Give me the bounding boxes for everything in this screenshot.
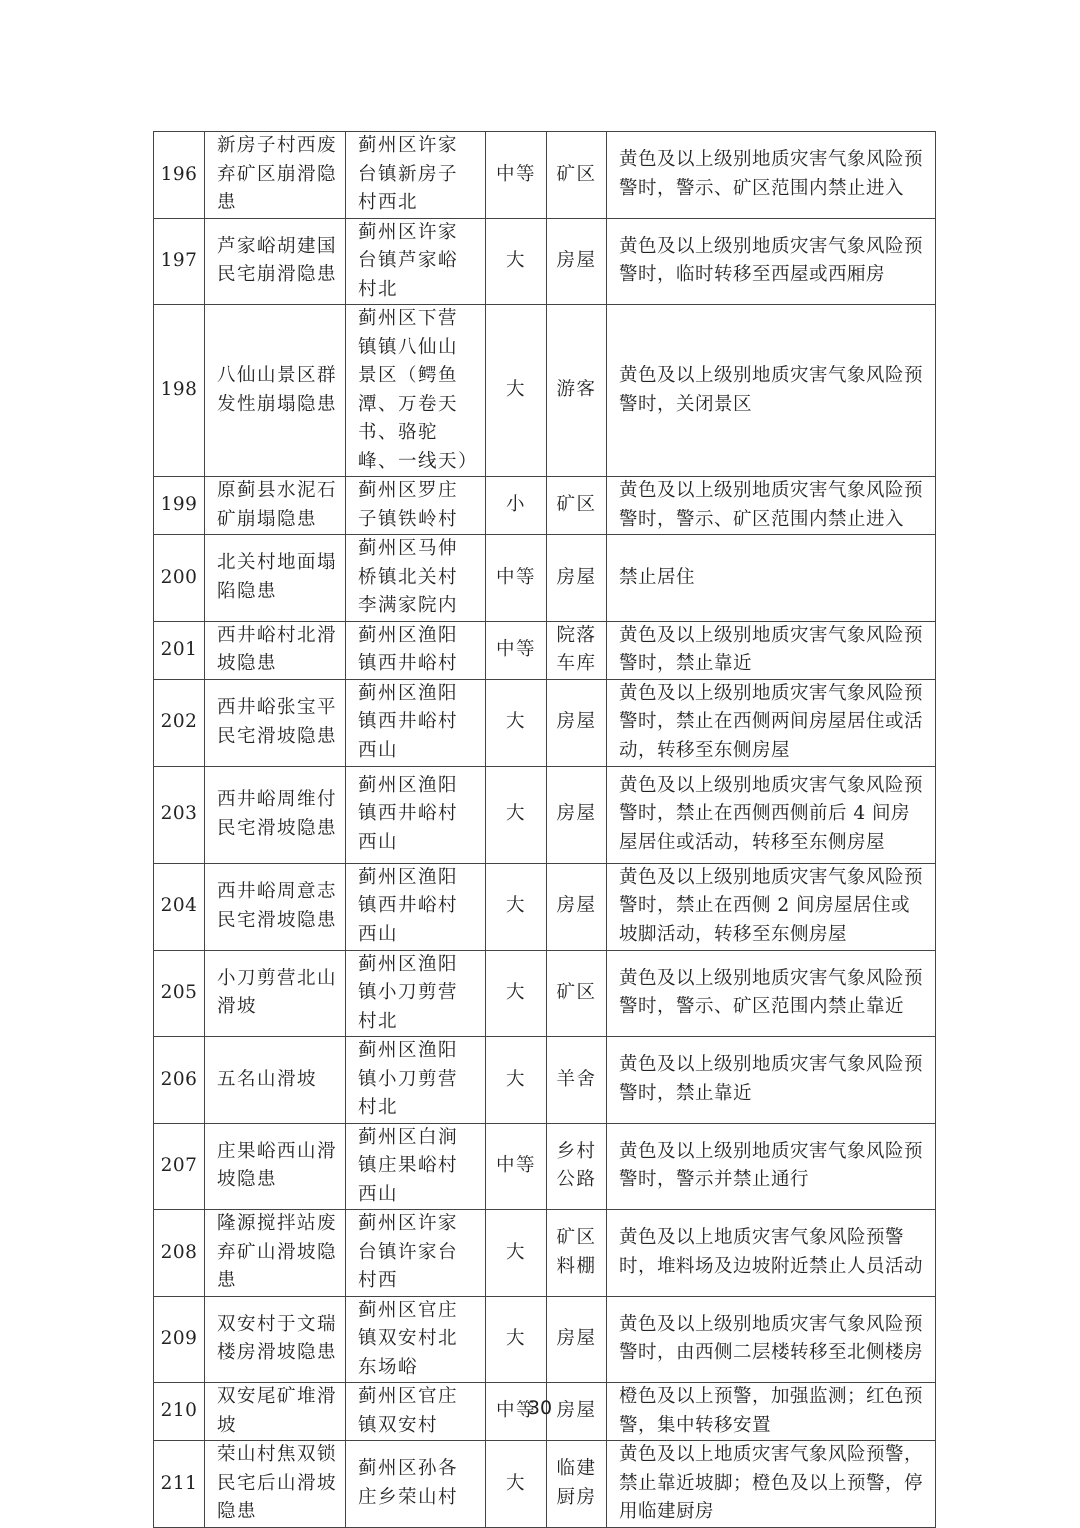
response-measure: 黄色及以上级别地质灾害气象风险预警时，由西侧二层楼转移至北侧楼房 [607, 1296, 936, 1383]
hazard-level: 大 [486, 1210, 547, 1297]
hazard-location: 蓟州区渔阳镇西井峪村 [346, 621, 486, 679]
page-number: 30 [527, 1397, 553, 1419]
response-measure: 黄色及以上地质灾害气象风险预警，禁止靠近坡脚；橙色及以上预警，停用临建厨房 [607, 1441, 936, 1528]
row-number: 207 [154, 1123, 205, 1210]
row-number: 211 [154, 1441, 205, 1528]
threatened-object: 矿区料棚 [547, 1210, 607, 1297]
hazard-name: 芦家峪胡建国民宅崩滑隐患 [205, 218, 346, 305]
hazard-location: 蓟州区渔阳镇西井峪村西山 [346, 863, 486, 950]
response-measure: 黄色及以上级别地质灾害气象风险预警时，关闭景区 [607, 305, 936, 477]
hazard-name: 五名山滑坡 [205, 1037, 346, 1124]
response-measure: 黄色及以上级别地质灾害气象风险预警时，禁止靠近 [607, 1037, 936, 1124]
hazard-name: 小刀剪营北山滑坡 [205, 950, 346, 1037]
response-measure: 黄色及以上级别地质灾害气象风险预警时，禁止靠近 [607, 621, 936, 679]
response-measure: 黄色及以上级别地质灾害气象风险预警时，禁止在西侧西侧前后 4 间房屋居住或活动，转移至东侧房屋 [607, 766, 936, 863]
table-row [154, 1037, 936, 1124]
response-measure: 黄色及以上级别地质灾害气象风险预警时，警示、矿区范围内禁止靠近 [607, 950, 936, 1037]
row-number: 205 [154, 950, 205, 1037]
row-number: 206 [154, 1037, 205, 1124]
row-number: 209 [154, 1296, 205, 1383]
hazard-location: 蓟州区马伸桥镇北关村李满家院内 [346, 535, 486, 622]
hazard-name: 新房子村西废弃矿区崩滑隐患 [205, 132, 346, 219]
hazard-level: 大 [486, 305, 547, 477]
hazard-level: 大 [486, 1296, 547, 1383]
row-number: 202 [154, 679, 205, 766]
row-number: 203 [154, 766, 205, 863]
threatened-object: 矿区 [547, 132, 607, 219]
hazard-location: 蓟州区孙各庄乡荣山村 [346, 1441, 486, 1528]
hazard-level: 中等 [486, 535, 547, 622]
hazard-name: 北关村地面塌陷隐患 [205, 535, 346, 622]
hazard-location: 蓟州区渔阳镇西井峪村西山 [346, 766, 486, 863]
row-number: 210 [154, 1383, 205, 1441]
table-row [154, 679, 936, 766]
hazard-name: 西井峪张宝平民宅滑坡隐患 [205, 679, 346, 766]
hazard-level: 大 [486, 863, 547, 950]
table-row [154, 305, 936, 477]
table-row [154, 477, 936, 535]
table-row [154, 950, 936, 1037]
threatened-object: 房屋 [547, 863, 607, 950]
hazard-level: 大 [486, 950, 547, 1037]
hazard-location: 蓟州区官庄镇双安村 [346, 1383, 486, 1441]
hazard-location: 蓟州区下营镇镇八仙山景区（鳄鱼潭、万卷天书、骆驼峰、一线天） [346, 305, 486, 477]
hazard-name: 西井峪村北滑坡隐患 [205, 621, 346, 679]
hazard-level: 中等 [486, 132, 547, 219]
table-row [154, 621, 936, 679]
table-row [154, 1296, 936, 1383]
threatened-object: 房屋 [547, 535, 607, 622]
hazard-location: 蓟州区白涧镇庄果峪村西山 [346, 1123, 486, 1210]
row-number: 200 [154, 535, 205, 622]
hazard-table [153, 131, 936, 1528]
response-measure: 黄色及以上地质灾害气象风险预警时，堆料场及边坡附近禁止人员活动 [607, 1210, 936, 1297]
hazard-location: 蓟州区渔阳镇西井峪村西山 [346, 679, 486, 766]
row-number: 196 [154, 132, 205, 219]
response-measure: 黄色及以上级别地质灾害气象风险预警时，禁止在西侧 2 间房屋居住或坡脚活动，转移至东侧房屋 [607, 863, 936, 950]
threatened-object: 矿区 [547, 477, 607, 535]
table-row [154, 863, 936, 950]
row-number: 199 [154, 477, 205, 535]
response-measure: 黄色及以上级别地质灾害气象风险预警时，警示、矿区范围内禁止进入 [607, 132, 936, 219]
response-measure: 橙色及以上预警，加强监测；红色预警，集中转移安置 [607, 1383, 936, 1441]
response-measure: 禁止居住 [607, 535, 936, 622]
table-row [154, 535, 936, 622]
threatened-object: 房屋 [547, 679, 607, 766]
hazard-name: 西井峪周维付民宅滑坡隐患 [205, 766, 346, 863]
response-measure: 黄色及以上级别地质灾害气象风险预警时，临时转移至西屋或西厢房 [607, 218, 936, 305]
threatened-object: 乡村公路 [547, 1123, 607, 1210]
hazard-level: 大 [486, 218, 547, 305]
hazard-name: 双安尾矿堆滑坡 [205, 1383, 346, 1441]
hazard-location: 蓟州区许家台镇新房子村西北 [346, 132, 486, 219]
hazard-location: 蓟州区渔阳镇小刀剪营村北 [346, 950, 486, 1037]
hazard-level: 小 [486, 477, 547, 535]
threatened-object: 游客 [547, 305, 607, 477]
row-number: 201 [154, 621, 205, 679]
row-number: 198 [154, 305, 205, 477]
hazard-name: 原蓟县水泥石矿崩塌隐患 [205, 477, 346, 535]
hazard-location: 蓟州区许家台镇芦家峪村北 [346, 218, 486, 305]
table-row [154, 218, 936, 305]
table-row [154, 766, 936, 863]
table-row [154, 1123, 936, 1210]
threatened-object: 房屋 [547, 1383, 607, 1441]
hazard-level: 中等 [486, 1123, 547, 1210]
hazard-location: 蓟州区官庄镇双安村北东场峪 [346, 1296, 486, 1383]
response-measure: 黄色及以上级别地质灾害气象风险预警时，警示并禁止通行 [607, 1123, 936, 1210]
hazard-level: 大 [486, 1441, 547, 1528]
hazard-name: 庄果峪西山滑坡隐患 [205, 1123, 346, 1210]
hazard-table-body [154, 132, 936, 1528]
hazard-name: 荣山村焦双锁民宅后山滑坡隐患 [205, 1441, 346, 1528]
hazard-location: 蓟州区许家台镇许家台村西 [346, 1210, 486, 1297]
threatened-object: 矿区 [547, 950, 607, 1037]
table-row [154, 1441, 936, 1528]
threatened-object: 房屋 [547, 1296, 607, 1383]
hazard-level: 中等 [486, 621, 547, 679]
row-number: 208 [154, 1210, 205, 1297]
row-number: 197 [154, 218, 205, 305]
threatened-object: 房屋 [547, 218, 607, 305]
hazard-name: 八仙山景区群发性崩塌隐患 [205, 305, 346, 477]
response-measure: 黄色及以上级别地质灾害气象风险预警时，禁止在西侧两间房屋居住或活动，转移至东侧房屋 [607, 679, 936, 766]
table-row [154, 132, 936, 219]
hazard-location: 蓟州区罗庄子镇铁岭村 [346, 477, 486, 535]
hazard-location: 蓟州区渔阳镇小刀剪营村北 [346, 1037, 486, 1124]
threatened-object: 羊舍 [547, 1037, 607, 1124]
hazard-level: 大 [486, 1037, 547, 1124]
hazard-name: 隆源搅拌站废弃矿山滑坡隐患 [205, 1210, 346, 1297]
hazard-name: 双安村于文瑞楼房滑坡隐患 [205, 1296, 346, 1383]
hazard-name: 西井峪周意志民宅滑坡隐患 [205, 863, 346, 950]
threatened-object: 临建厨房 [547, 1441, 607, 1528]
threatened-object: 房屋 [547, 766, 607, 863]
row-number: 204 [154, 863, 205, 950]
hazard-level: 大 [486, 679, 547, 766]
hazard-level: 大 [486, 766, 547, 863]
response-measure: 黄色及以上级别地质灾害气象风险预警时，警示、矿区范围内禁止进入 [607, 477, 936, 535]
threatened-object: 院落车库 [547, 621, 607, 679]
table-row [154, 1210, 936, 1297]
hazard-level: 中等 [486, 1383, 547, 1441]
